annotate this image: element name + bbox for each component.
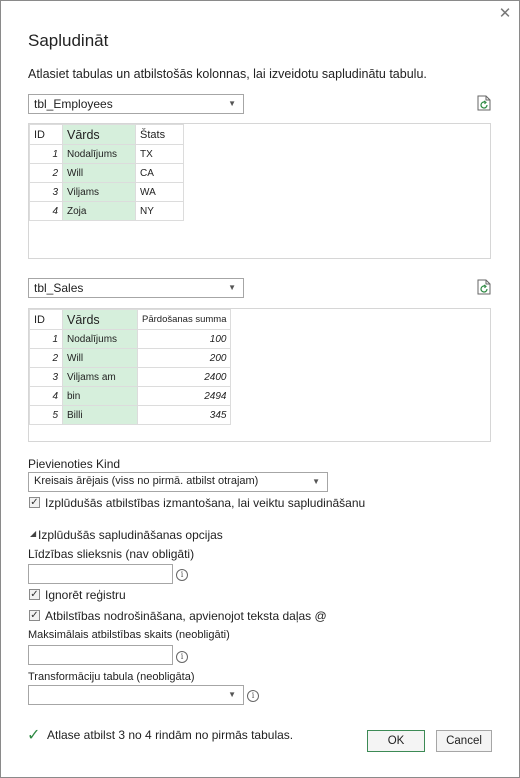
join-kind-label: Pievienoties Kind (28, 457, 121, 471)
combine-text-parts-label: Atbilstības nodrošināšana, apvienojot teksta daļas @ (45, 609, 327, 623)
table-cell: 4 (30, 202, 63, 221)
table-cell: Nodalījums (63, 145, 136, 164)
table2-select[interactable] (28, 278, 244, 298)
chevron-down-icon: ▼ (228, 99, 236, 108)
table-cell: Will (63, 349, 138, 368)
chevron-down-icon: ▼ (228, 283, 236, 292)
table-row (30, 368, 231, 387)
table-cell: 2494 (138, 387, 231, 406)
match-status-text: Atlase atbilst 3 no 4 rindām no pirmās tabulas. (47, 728, 294, 742)
table-cell: 4 (30, 387, 63, 406)
table-cell: bin (63, 387, 138, 406)
ok-button[interactable]: OK (367, 730, 425, 752)
similarity-threshold-label: Līdzības slieksnis (nav obligāti) (28, 547, 195, 561)
table2-grid (29, 309, 231, 425)
table-cell: 2 (30, 349, 63, 368)
table-cell: Zoja (63, 202, 136, 221)
table-cell: 1 (30, 330, 63, 349)
column-header-selected[interactable]: Vārds (63, 125, 136, 145)
table-cell: Viljams am (63, 368, 138, 387)
dialog-title: Sapludināt (28, 31, 109, 50)
info-icon[interactable]: i (176, 651, 188, 663)
table-row (30, 183, 184, 202)
info-icon[interactable]: i (247, 690, 259, 702)
match-status-check-icon: ✓ (27, 727, 41, 744)
table-row (30, 164, 184, 183)
column-header[interactable]: Štats (136, 125, 184, 145)
table-cell: 100 (138, 330, 231, 349)
table-cell: Will (63, 164, 136, 183)
transformation-table-select[interactable] (28, 685, 244, 705)
fuzzy-options-section-label[interactable]: Izplūdušās sapludināšanas opcijas (38, 528, 223, 542)
table-cell: NY (136, 202, 184, 221)
max-matches-input[interactable] (28, 645, 173, 665)
close-icon[interactable]: ✕ (498, 5, 512, 22)
table-cell: 5 (30, 406, 63, 425)
transformation-table-label: Transformāciju tabula (neobligāta) (28, 671, 195, 683)
table1-select[interactable] (28, 94, 244, 114)
table-cell: 2 (30, 164, 63, 183)
table-cell: 1 (30, 145, 63, 164)
fuzzy-match-checkbox[interactable]: ✓ (30, 497, 39, 508)
table-row (30, 406, 231, 425)
similarity-threshold-input[interactable] (28, 564, 173, 584)
table-row (30, 349, 231, 368)
table-cell: Viljams (63, 183, 136, 202)
table-row (30, 387, 231, 406)
table1-grid (29, 124, 184, 221)
table-cell: TX (136, 145, 184, 164)
table-cell: Billi (63, 406, 138, 425)
chevron-down-icon: ▼ (312, 477, 320, 486)
table-cell: 2400 (138, 368, 231, 387)
column-header-selected[interactable]: Vārds (63, 310, 138, 330)
join-kind-select-value: Kreisais ārējais (viss no pirmā. atbilst otrajam) (34, 475, 259, 487)
info-icon[interactable]: i (176, 569, 188, 581)
fuzzy-match-label: Izplūdušās atbilstības izmantošana, lai veiktu sapludināšanu (45, 496, 366, 510)
ignore-case-label: Ignorēt reģistru (45, 588, 126, 602)
table-cell: Nodalījums (63, 330, 138, 349)
table-cell: 3 (30, 183, 63, 202)
cancel-button[interactable]: Cancel (436, 730, 492, 752)
table1-select-value: tbl_Employees (34, 97, 113, 111)
table-row (30, 145, 184, 164)
refresh-preview-icon[interactable] (477, 95, 491, 111)
table-cell: WA (136, 183, 184, 202)
max-matches-label: Maksimālais atbilstības skaits (neobligāti) (28, 629, 230, 641)
table-cell: 200 (138, 349, 231, 368)
column-header[interactable]: ID (30, 125, 63, 145)
column-header[interactable]: Pārdošanas summa (138, 310, 231, 330)
table-cell: 345 (138, 406, 231, 425)
table-row (30, 202, 184, 221)
table1-preview (28, 123, 491, 259)
table-cell: CA (136, 164, 184, 183)
table-cell: 3 (30, 368, 63, 387)
table2-preview (28, 308, 491, 442)
refresh-preview-icon[interactable] (477, 279, 491, 295)
table-header-row (30, 125, 184, 145)
dialog-subtitle: Atlasiet tabulas un atbilstošās kolonnas, lai izveidotu sapludinātu tabulu. (28, 67, 427, 81)
combine-text-parts-checkbox[interactable]: ✓ (30, 610, 39, 621)
chevron-down-icon: ▼ (228, 690, 236, 699)
table2-select-value: tbl_Sales (34, 281, 84, 295)
table-row (30, 330, 231, 349)
table-header-row (30, 310, 231, 330)
collapse-triangle-icon[interactable]: ◢ (30, 529, 37, 538)
join-kind-select[interactable] (28, 472, 328, 492)
ignore-case-checkbox[interactable]: ✓ (30, 589, 39, 600)
column-header[interactable]: ID (30, 310, 63, 330)
